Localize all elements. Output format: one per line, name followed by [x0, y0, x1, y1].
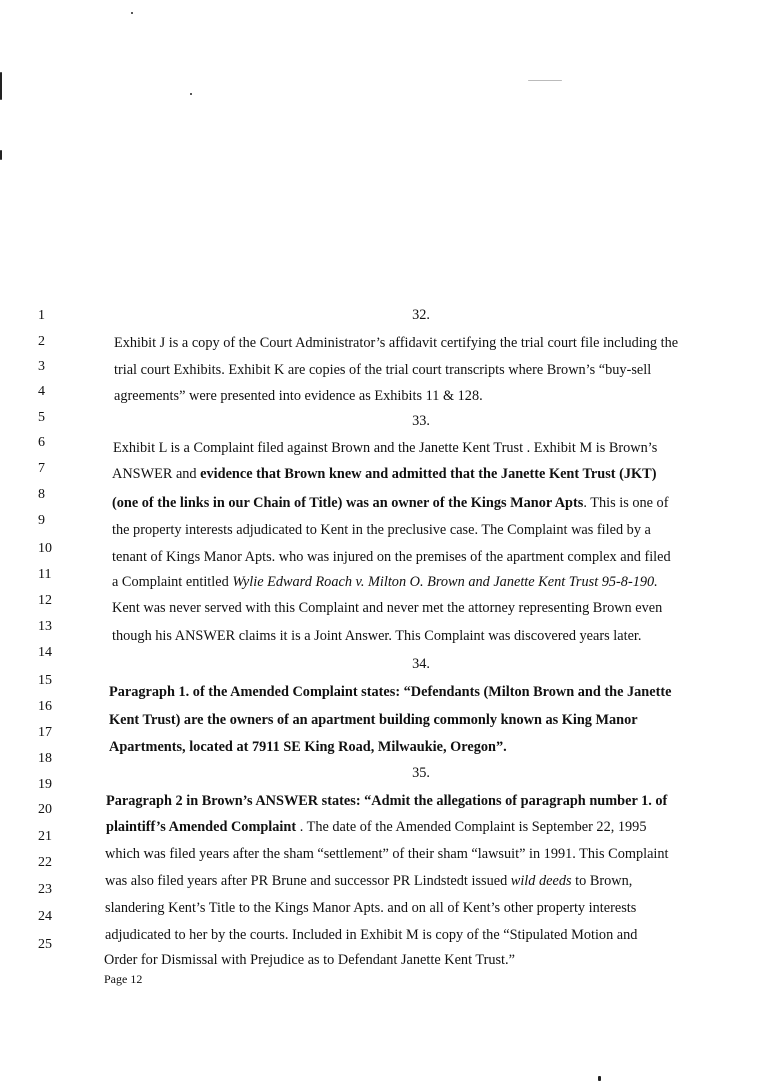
- line-number: 14: [38, 645, 52, 660]
- line-number: 11: [38, 567, 52, 582]
- body-line: [105, 872, 632, 890]
- line-number: 16: [38, 699, 52, 714]
- line-number: 8: [38, 487, 45, 502]
- line-number: 6: [38, 435, 45, 450]
- scan-speck: [0, 150, 2, 160]
- body-line: [112, 573, 658, 591]
- body-line: agreements” were presented into evidence as Exhibits 11 & 128.: [114, 388, 483, 404]
- body-line: Apartments, located at 7911 SE King Road, Milwaukie, Oregon”.: [109, 739, 507, 755]
- body-text: was also filed years after PR Brune and successor PR Lindstedt issued: [105, 873, 511, 889]
- body-line: [106, 818, 646, 836]
- paragraph-heading: 32.: [412, 307, 430, 323]
- body-line: Kent was never served with this Complaint and never met the attorney representing Brown even: [112, 600, 663, 616]
- scan-speck: [131, 12, 133, 14]
- body-line: trial court Exhibits. Exhibit K are copies of the trial court transcripts where Brown’s “buy-sell: [114, 362, 652, 378]
- line-number: 12: [38, 593, 52, 608]
- body-text: . The date of the Amended Complaint is September 22, 1995: [296, 819, 647, 835]
- paragraph-heading: 34.: [412, 656, 430, 672]
- scan-speck: [0, 72, 2, 100]
- page-number: Page 12: [104, 972, 143, 986]
- line-number: 20: [38, 802, 52, 817]
- body-line: Order for Dismissal with Prejudice as to Defendant Janette Kent Trust.”: [104, 952, 515, 968]
- line-number: 22: [38, 855, 52, 870]
- emphasis-text: (one of the links in our Chain of Title) was an owner of the Kings Manor Apts: [112, 495, 584, 511]
- line-number: 2: [38, 334, 45, 349]
- line-number: 15: [38, 673, 52, 688]
- line-number: 1: [38, 308, 45, 323]
- line-number: 21: [38, 829, 52, 844]
- line-number: 24: [38, 909, 52, 924]
- line-number: 4: [38, 384, 45, 399]
- body-line: the property interests adjudicated to Kent in the preclusive case. The Complaint was filed by a: [112, 522, 651, 538]
- body-line: tenant of Kings Manor Apts. who was injured on the premises of the apartment complex and filed: [112, 549, 671, 565]
- line-number: 25: [38, 937, 52, 952]
- line-number: 23: [38, 882, 52, 897]
- body-text: to Brown,: [571, 873, 633, 889]
- line-number: 7: [38, 461, 45, 476]
- body-line: Paragraph 1. of the Amended Complaint states: “Defendants (Milton Brown and the Janette: [109, 684, 672, 700]
- line-number: 13: [38, 619, 52, 634]
- body-line: Exhibit L is a Complaint filed against Brown and the Janette Kent Trust . Exhibit M is Brown’s: [113, 440, 658, 456]
- line-number: 3: [38, 359, 45, 374]
- emphasis-text: evidence that Brown knew and admitted that the Janette Kent Trust (JKT): [200, 466, 657, 482]
- scan-speck: [598, 1076, 601, 1081]
- body-line: slandering Kent’s Title to the Kings Manor Apts. and on all of Kent’s other property interests: [105, 900, 637, 916]
- body-line: though his ANSWER claims it is a Joint Answer. This Complaint was discovered years later.: [112, 628, 642, 644]
- paragraph-heading: 33.: [412, 413, 430, 429]
- body-text: a Complaint entitled: [112, 574, 233, 590]
- line-number: 17: [38, 725, 52, 740]
- line-number: 18: [38, 751, 52, 766]
- paragraph-heading: 35.: [412, 765, 430, 781]
- line-number: 9: [38, 513, 45, 528]
- line-number: 5: [38, 410, 45, 425]
- body-line: [112, 465, 656, 483]
- line-number: 10: [38, 541, 52, 556]
- body-line: adjudicated to her by the courts. Included in Exhibit M is copy of the “Stipulated Motion and: [105, 927, 638, 943]
- body-text: ANSWER and: [112, 466, 201, 482]
- emphasis-text: plaintiff’s Amended Complaint: [106, 819, 297, 835]
- scan-speck: [190, 93, 192, 95]
- italic-text: wild deeds: [510, 873, 572, 889]
- body-text: . This is one of: [583, 495, 669, 511]
- line-number: 19: [38, 777, 52, 792]
- scan-speck: [528, 80, 562, 81]
- body-line: [112, 494, 668, 512]
- case-title: Wylie Edward Roach v. Milton O. Brown and Janette Kent Trust 95-8-190.: [232, 574, 658, 590]
- body-line: Exhibit J is a copy of the Court Administrator’s affidavit certifying the trial court file including the: [114, 335, 679, 351]
- body-line: Paragraph 2 in Brown’s ANSWER states: “Admit the allegations of paragraph number 1. of: [106, 793, 668, 809]
- body-line: Kent Trust) are the owners of an apartment building commonly known as King Manor: [109, 712, 638, 728]
- body-line: which was filed years after the sham “settlement” of their sham “lawsuit” in 1991. This Complaint: [105, 846, 669, 862]
